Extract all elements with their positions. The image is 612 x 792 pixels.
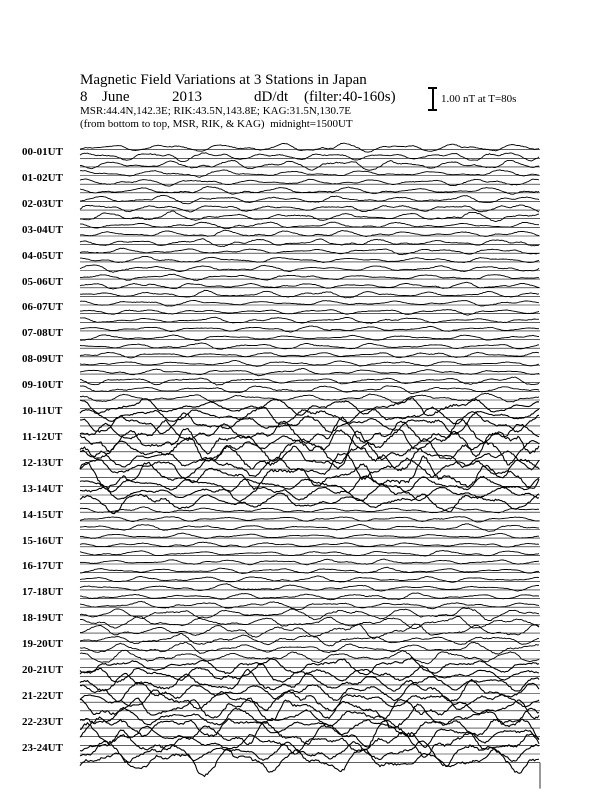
trace-KAG-05-06UT [80,274,539,280]
date-month: June [102,89,130,105]
date-year: 2013 [172,89,202,105]
hour-label: 02-03UT [22,197,63,210]
hour-label: 21-22UT [22,689,63,702]
trace-MSR-19-20UT [80,650,539,664]
trace-RIK-00-01UT [80,153,539,162]
trace-RIK-11-12UT [80,429,539,457]
trace-KAG-04-05UT [80,248,539,255]
filter-label: (filter:40-160s) [304,89,396,105]
hour-label: 00-01UT [22,146,63,158]
trace-RIK-01-02UT [80,179,539,186]
trace-KAG-18-19UT [80,608,539,621]
hour-label: 04-05UT [22,249,63,262]
trace-MSR-02-03UT [80,211,539,222]
trace-MSR-17-18UT [80,601,539,609]
trace-RIK-06-07UT [80,310,539,316]
trace-RIK-19-20UT [80,642,539,654]
trace-RIK-03-04UT [80,230,539,236]
midnight-note: midnight=1500UT [270,118,353,130]
trace-MSR-03-04UT [80,239,539,247]
hour-label: 01-02UT [22,171,63,184]
hour-label: 20-21UT [22,664,63,676]
trace-KAG-15-16UT [80,533,539,538]
trace-KAG-19-20UT [80,633,539,646]
hour-label: 09-10UT [22,379,63,392]
hour-label: 23-24UT [22,741,63,754]
date-day: 8 [80,89,88,105]
station-coordinates: MSR:44.4N,142.3E; RIK:43.5N,143.8E; KAG:31.5N,130.7E [80,105,352,117]
hour-label: 14-15UT [22,508,63,521]
hour-label: 13-14UT [22,482,63,495]
trace-MSR-10-11UT [80,412,539,434]
hour-label: 03-04UT [22,223,63,236]
trace-MSR-08-09UT [80,368,539,375]
hour-label: 18-19UT [22,612,63,625]
hour-label: 12-13UT [22,456,63,469]
hour-label: 16-17UT [22,560,63,573]
station-order-note: (from bottom to top, MSR, RIK, & KAG) midnight=1500UT [80,118,353,130]
hour-label: 06-07UT [22,301,63,314]
hour-label: 17-18UT [22,586,63,599]
trace-KAG-03-04UT [80,222,539,229]
trace-KAG-09-10UT [80,377,539,385]
trace-RIK-09-10UT [80,386,539,394]
trace-RIK-10-11UT [80,407,539,424]
component-label: dD/dt [254,89,289,105]
trace-RIK-15-16UT [80,542,539,547]
trace-MSR-22-23UT [80,722,539,747]
hour-label: 07-08UT [22,327,63,340]
trace-MSR-00-01UT [80,160,539,170]
trace-MSR-04-05UT [80,265,539,272]
trace-RIK-02-03UT [80,205,539,212]
trace-KAG-01-02UT [80,170,539,178]
hour-label: 19-20UT [22,638,63,651]
chart-title: Magnetic Field Variations at 3 Stations in Japan [80,72,367,88]
trace-RIK-22-23UT [80,717,539,739]
trace-KAG-21-22UT [80,680,539,702]
trace-KAG-00-01UT [80,143,539,152]
hour-label: 11-12UT [22,430,63,443]
hour-label: 05-06UT [22,275,63,288]
trace-KAG-11-12UT [80,417,539,444]
trace-MSR-14-15UT [80,524,539,532]
trace-KAG-02-03UT [80,195,539,204]
hour-label: 22-23UT [22,715,63,728]
trace-RIK-20-21UT [80,664,539,682]
trace-MSR-05-06UT [80,290,539,298]
scale-label: 1.00 nT at T=80s [441,93,517,105]
hour-label: 08-09UT [22,353,63,366]
hour-label: 10-11UT [22,405,63,417]
trace-RIK-14-15UT [80,517,539,523]
hour-label: 15-16UT [22,534,63,547]
